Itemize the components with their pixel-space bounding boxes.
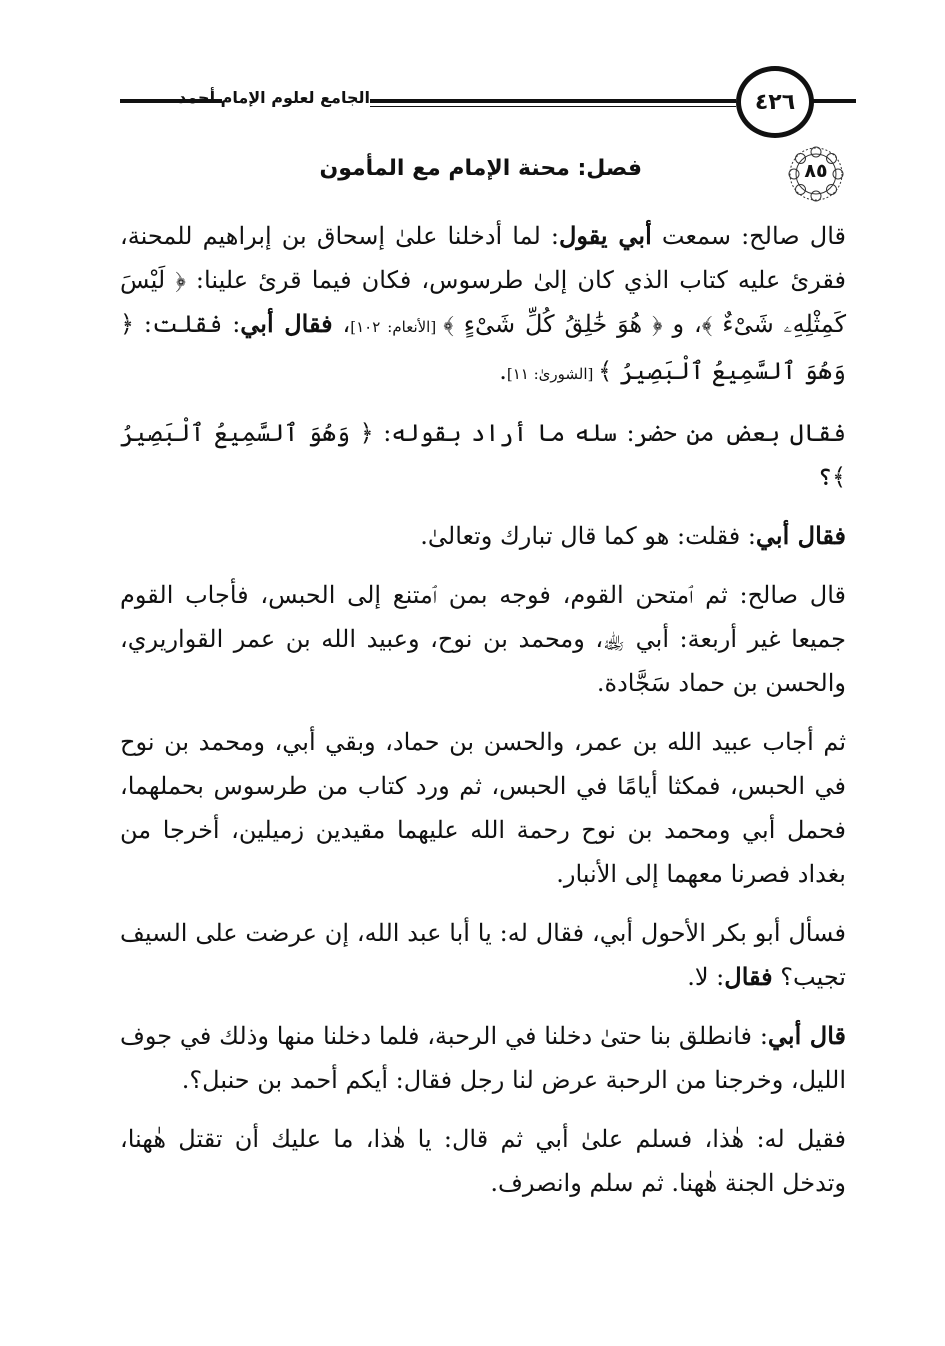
text-run: قال صالح: سمعت — [651, 222, 846, 250]
text-run: . — [499, 357, 507, 385]
header-rule-right — [812, 99, 856, 103]
text-run: ، و — [662, 310, 702, 338]
quran-quote: ﴿ هُوَ خَٰلِقُ كُلِّ شَىْءٍ ﴾ — [443, 310, 663, 338]
text-run: ، — [332, 310, 351, 338]
text-run: فقال بعض من حضر: سله ما أراد بقوله: — [373, 419, 847, 447]
running-header — [112, 66, 857, 146]
paragraph-8 — [120, 1117, 846, 1205]
paragraph-7 — [120, 1014, 846, 1102]
running-title: الجامع لعلوم الإمام أحمد — [178, 88, 370, 107]
section-heading — [120, 150, 840, 200]
bold-speaker: أبي يقول — [558, 221, 652, 250]
text-run: : فانطلق بنا حتىٰ دخلنا في الرحبة، فلما دخلنا منها وذلك في جوف الليل، وخرجنا من الرحبة عرض لنا رجل فقال: أيكم أحمد بن حنبل؟. — [120, 1022, 846, 1094]
paragraph-2 — [120, 411, 846, 499]
text-run: ثم أجاب عبيد الله بن عمر، والحسن بن حماد، وبقي أبي، ومحمد بن نوح في الحبس، فمكثا أيامًا في الحبس، ثم ورد كتاب من طرسوس بحملهما، فحمل أبي ومحمد بن نوح رحمة الله عليهما مقيدين زميلين، أخرجا من بغداد فصرنا معهما إلى الأنبار. — [120, 728, 847, 888]
paragraph-6 — [120, 911, 846, 999]
paragraph-1 — [120, 214, 846, 396]
section-number: ٨٥ — [804, 160, 828, 182]
page-number: ٤٢٦ — [754, 89, 796, 115]
page-number-badge — [736, 66, 814, 138]
header-rule-middle — [370, 99, 736, 103]
bold-speaker: فقال — [724, 962, 773, 991]
text-run: : فقلت: هو كما قال تبارك وتعالىٰ. — [420, 522, 756, 550]
text-run: فسأل أبو بكر الأحول أبي، فقال له: يا أبا عبد الله، إن عرضت على السيف تجيب؟ — [120, 919, 846, 991]
paragraph-3 — [120, 514, 846, 558]
verse-reference: [الأنعام: ١٠٢] — [350, 318, 444, 336]
section-title: فصل: محنة الإمام مع المأمون — [319, 156, 642, 181]
text-run: : لما أدخلنا علىٰ إسحاق بن إبراهيم للمحنة، فقرئ عليه كتاب الذي كان إلىٰ طرسوس، فكان فيما قرئ علينا: — [120, 222, 846, 294]
section-number-ornament — [786, 144, 846, 204]
bold-speaker: فقال أبي — [755, 521, 846, 550]
bold-speaker: قال أبي — [767, 1021, 846, 1050]
text-run: قال صالح: ثم ٱمتحن القوم، فوجه بمن ٱمتنع إلى الحبس، فأجاب القوم جميعا غير أربعة: أبي ﵀، ومحمد بن نوح، وعبيد الله بن عمر القواريري، والحسن بن حماد سَجَّادة. — [120, 581, 847, 697]
quran-quote: ﴿ وَهُوَ ٱلسَّمِيعُ ٱلْبَصِيرُ ﴾ — [120, 419, 846, 491]
body-text — [120, 214, 846, 1220]
verse-reference: [الشورىٰ: ١١] — [506, 365, 599, 383]
quran-quote: ﴿ وَهُوَ ٱلسَّمِيعُ ٱلْبَصِيرُ ﴾ — [120, 310, 846, 385]
text-run: : لا. — [687, 963, 725, 991]
header-rule-middle-thin — [370, 106, 736, 107]
paragraph-4 — [120, 573, 846, 705]
text-run: ؟ — [817, 463, 832, 491]
quran-quote: ﴿ لَيْسَ كَمِثْلِهِۦ شَىْءٌ ﴾ — [120, 266, 847, 338]
bold-speaker: فقال أبي — [240, 309, 333, 338]
paragraph-5 — [120, 720, 846, 896]
text-run: : فقلت: — [134, 310, 241, 338]
text-run: فقيل له: هٰذا، فسلم علىٰ أبي ثم قال: يا هٰذا، ما عليك أن تقتل هٰهنا، وتدخل الجنة هٰهنا. ثم سلم وانصرف. — [120, 1125, 846, 1197]
